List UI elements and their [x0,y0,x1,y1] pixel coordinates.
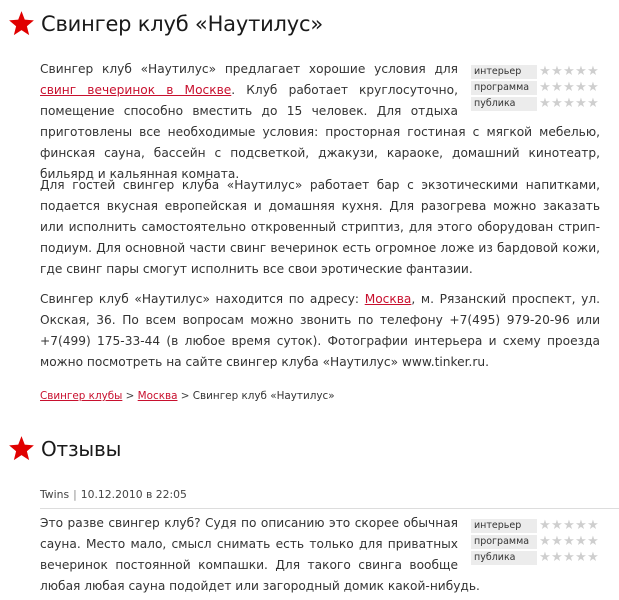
rating-label: публика [471,551,537,565]
star-icon[interactable]: ★ [575,80,587,95]
reviews-heading [8,435,121,462]
review-text: Это разве свингер клуб? Судя по описанию это скорее обычная сауна. Место мало, смысл снимать есть только для приватных вечеринок постоянной компашки. Для такого свинга вообще любая любая сауна подойдет или загородный домик какой-нибудь. [40,516,480,593]
page-heading [8,10,323,37]
breadcrumb-moscow[interactable]: Москва [137,390,178,402]
star-icon[interactable]: ★ [587,64,599,79]
star-icon[interactable]: ★ [587,80,599,95]
star-icon: ★ [539,518,551,533]
description-paragraph-3: Свингер клуб «Наутилус» находится по адресу: Москва, м. Рязанский проспект, ул. Окская, 36. По всем вопросам можно звонить по телефону +7(495) 979-20-96 или +7(499) 175-33-44 (в любое время суток). Фотографии интерьера и схему проезда можно посмотреть на сайте свингер клуба «Наутилус» www.tinker.ru. [40,292,601,369]
star-icon: ★ [575,534,587,549]
review-author: Twins [40,488,70,501]
star-icon[interactable]: ★ [539,80,551,95]
breadcrumb [40,390,335,402]
star-icon: ★ [587,534,599,549]
rating-label: программа [471,535,537,549]
description-paragraph-2: Для гостей свингер клуба «Наутилус» работает бар с экзотическими напитками, подается вкусная европейская и домашняя кухня. Для разогрева можно заказать или исполнить самостоятельно откровенный стриптиз, для этого оборудован стрип-подиум. Для основной части свинг вечеринок есть огромное ложе из бардовой кожи, где свинг пары смогут исполнить все свои эротические фантазии. [40,178,600,276]
star-icon[interactable]: ★ [575,96,587,111]
star-icon: ★ [575,550,587,565]
star-icon: ★ [575,518,587,533]
star-icon[interactable]: ★ [563,80,575,95]
star-icon[interactable]: ★ [575,64,587,79]
star-icon: ★ [551,518,563,533]
description-paragraph-1: Свингер клуб «Наутилус» предлагает хорошие условия для свинг вечеринок в Москве. Клуб работает круглосуточно, помещение способно вместить до 15 человек. Для отдыха приготовлены все необходимые условия: просторная гостиная с мягкой мебелью, финская сауна, бассейн с подсветкой, джакузи, караоке, домашний кинотеатр, бильярд и кальянная комната. [40,62,600,181]
page-title: Свингер клуб «Наутилус» [41,11,323,36]
star-icon: ★ [551,534,563,549]
reviews-title: Отзывы [41,436,122,461]
review-meta [40,488,187,501]
rating-label: публика [471,97,537,111]
moscow-link[interactable]: Москва [364,292,412,306]
rating-label: интерьер [471,519,537,533]
star-icon: ★ [587,518,599,533]
meta-divider: | [73,488,77,501]
rating-label: программа [471,81,537,95]
red-star-icon [8,10,35,37]
star-icon: ★ [551,550,563,565]
star-icon: ★ [563,534,575,549]
star-icon[interactable]: ★ [551,80,563,95]
star-icon: ★ [563,550,575,565]
breadcrumb-separator: > [177,390,193,402]
review-divider-line [40,508,619,509]
review-date: 10.12.2010 в 22:05 [80,488,187,501]
red-star-icon [8,435,35,462]
rating-label: интерьер [471,65,537,79]
star-icon[interactable]: ★ [539,96,551,111]
star-icon[interactable]: ★ [539,64,551,79]
star-icon: ★ [563,518,575,533]
breadcrumb-swinger-clubs[interactable]: Свингер клубы [40,390,123,402]
breadcrumb-current: Свингер клуб «Наутилус» [192,390,335,402]
star-icon: ★ [539,534,551,549]
star-icon[interactable]: ★ [587,96,599,111]
star-icon: ★ [539,550,551,565]
swing-parties-moscow-link[interactable]: свинг вечеринок в Москве [40,83,232,97]
star-icon[interactable]: ★ [563,96,575,111]
star-icon: ★ [587,550,599,565]
star-icon[interactable]: ★ [551,96,563,111]
star-icon[interactable]: ★ [551,64,563,79]
star-icon[interactable]: ★ [563,64,575,79]
breadcrumb-separator: > [122,390,138,402]
